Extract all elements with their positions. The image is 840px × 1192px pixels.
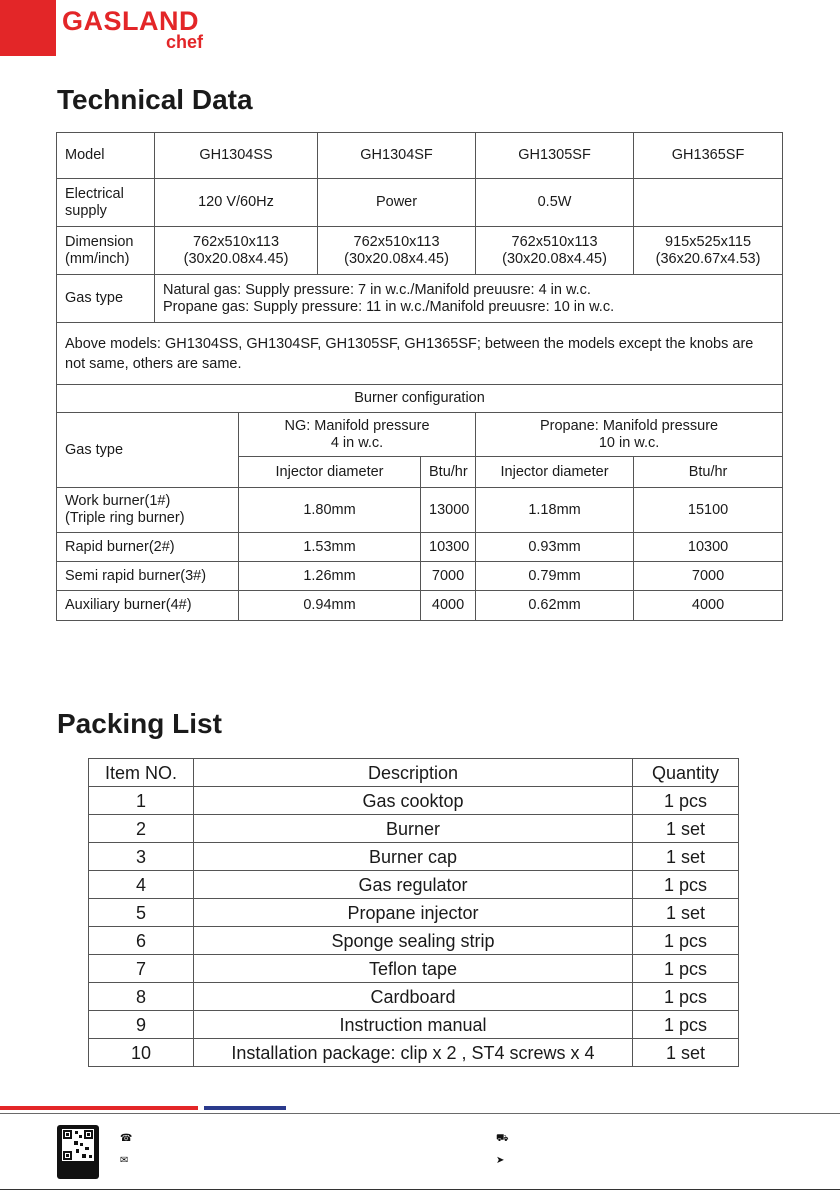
ng-injector: 1.26mm (239, 562, 421, 591)
model-label: Model (57, 133, 155, 179)
brand-logo (62, 6, 204, 52)
gas-type-row (57, 275, 783, 323)
page-bottom-edge (0, 1189, 840, 1190)
burner-row (57, 488, 783, 533)
natural-gas-spec: Natural gas: Supply pressure: 7 in w.c./Manifold preuusre: 4 in w.c. (163, 281, 591, 298)
brand-name: GASLAND (62, 6, 199, 36)
dimension-inch: (36x20.67x4.53) (655, 250, 761, 267)
packing-list-table (88, 758, 739, 1067)
electrical-label: Electrical supply (57, 179, 155, 227)
dimension-cell (634, 227, 783, 275)
packing-row (89, 1039, 739, 1067)
burner-name: Semi rapid burner(3#) (57, 562, 239, 591)
burner-name: Rapid burner(2#) (57, 533, 239, 562)
ng-btu: 10300 (421, 533, 476, 562)
item-quantity: 1 pcs (633, 1011, 739, 1039)
dimension-inch: (30x20.08x4.45) (183, 250, 289, 267)
propane-btu: 10300 (634, 533, 783, 562)
burner-name: Auxiliary burner(4#) (57, 591, 239, 621)
description-header: Description (194, 759, 633, 787)
packing-row (89, 955, 739, 983)
dimension-mm: 762x510x113 (353, 233, 440, 250)
item-description: Cardboard (194, 983, 633, 1011)
technical-data-table (56, 132, 783, 621)
qr-code-icon (57, 1125, 99, 1179)
item-quantity: 1 pcs (633, 787, 739, 815)
dimension-mm: 915x525x115 (665, 233, 752, 250)
propane-gas-spec: Propane gas: Supply pressure: 11 in w.c./Manifold preuusre: 10 in w.c. (163, 298, 615, 315)
pressure-header-row (57, 413, 783, 457)
model-cell: GH1304SS (155, 133, 318, 179)
item-no: 8 (89, 983, 194, 1011)
dimension-cell (476, 227, 634, 275)
propane-header-line1: Propane: Manifold pressure (539, 417, 719, 434)
item-no: 3 (89, 843, 194, 871)
dimension-mm: 762x510x113 (193, 233, 280, 250)
item-no: 6 (89, 927, 194, 955)
item-quantity: 1 set (633, 843, 739, 871)
ng-btu: 7000 (421, 562, 476, 591)
dimension-cell (155, 227, 318, 275)
location-icon: ➤ (496, 1155, 505, 1166)
electrical-cell: Power (318, 179, 476, 227)
packing-list-title: Packing List (57, 708, 222, 739)
model-cell: GH1305SF (476, 133, 634, 179)
packing-row (89, 899, 739, 927)
burner-row (57, 591, 783, 621)
item-quantity: 1 pcs (633, 927, 739, 955)
item-description: Installation package: clip x 2 , ST4 screws x 4 (194, 1039, 633, 1067)
item-no: 7 (89, 955, 194, 983)
propane-injector: 0.79mm (476, 562, 634, 591)
dimension-inch: (30x20.08x4.45) (502, 250, 607, 267)
propane-injector: 1.18mm (476, 488, 634, 533)
dimension-inch: (30x20.08x4.45) (344, 250, 449, 267)
cart-icon: ⛟ (496, 1133, 509, 1144)
ng-injector: 1.53mm (239, 533, 421, 562)
propane-header-line2: 10 in w.c. (598, 434, 660, 451)
item-description: Sponge sealing strip (194, 927, 633, 955)
burner-row (57, 562, 783, 591)
item-quantity: 1 set (633, 1039, 739, 1067)
item-no: 9 (89, 1011, 194, 1039)
packing-row (89, 815, 739, 843)
model-cell: GH1365SF (634, 133, 783, 179)
burner-name-line2: (Triple ring burner) (65, 510, 185, 526)
packing-row (89, 843, 739, 871)
model-row (57, 133, 783, 179)
footer-accent-red (0, 1106, 198, 1110)
corner-accent (0, 0, 56, 56)
phone-icon: ☎ (120, 1133, 133, 1144)
item-description: Burner (194, 815, 633, 843)
ng-btu: 4000 (421, 591, 476, 621)
burner-name-line1: Work burner(1#) (65, 493, 171, 509)
dimension-row (57, 227, 783, 275)
burner-config-label: Burner configuration (57, 385, 783, 413)
propane-injector: 0.93mm (476, 533, 634, 562)
item-no: 5 (89, 899, 194, 927)
item-quantity: 1 pcs (633, 955, 739, 983)
dimension-label: Dimension (mm/inch) (57, 227, 155, 275)
footer-accent-blue (204, 1106, 286, 1110)
qr-pattern (62, 1129, 94, 1161)
propane-pressure-header (476, 413, 783, 457)
gas-type-cell (155, 275, 783, 323)
burner-name (57, 488, 239, 533)
brand-subname: chef (166, 32, 204, 52)
item-quantity: 1 pcs (633, 983, 739, 1011)
item-no: 10 (89, 1039, 194, 1067)
item-no-header: Item NO. (89, 759, 194, 787)
ng-header-line2: 4 in w.c. (330, 434, 384, 451)
injector-header: Injector diameter (239, 457, 421, 488)
packing-row (89, 983, 739, 1011)
ng-injector: 0.94mm (239, 591, 421, 621)
burner-config-row (57, 385, 783, 413)
gas-type-label: Gas type (57, 275, 155, 323)
burner-gas-type-label: Gas type (57, 413, 239, 488)
item-no: 4 (89, 871, 194, 899)
electrical-cell: 120 V/60Hz (155, 179, 318, 227)
item-description: Instruction manual (194, 1011, 633, 1039)
packing-row (89, 871, 739, 899)
item-description: Gas regulator (194, 871, 633, 899)
propane-btu: 4000 (634, 591, 783, 621)
electrical-row (57, 179, 783, 227)
mail-icon: ✉ (120, 1155, 129, 1166)
footer-divider (0, 1113, 840, 1114)
item-description: Gas cooktop (194, 787, 633, 815)
item-quantity: 1 set (633, 899, 739, 927)
models-note: Above models: GH1304SS, GH1304SF, GH1305SF, GH1365SF; between the models except the knobs are not same, others are same. (57, 323, 783, 385)
item-no: 2 (89, 815, 194, 843)
electrical-cell: 0.5W (476, 179, 634, 227)
ng-btu: 13000 (421, 488, 476, 533)
item-quantity: 1 set (633, 815, 739, 843)
item-description: Burner cap (194, 843, 633, 871)
propane-injector: 0.62mm (476, 591, 634, 621)
dimension-mm: 762x510x113 (511, 233, 598, 250)
propane-btu: 15100 (634, 488, 783, 533)
ng-pressure-header (239, 413, 476, 457)
item-no: 1 (89, 787, 194, 815)
burner-row (57, 533, 783, 562)
electrical-cell (634, 179, 783, 227)
note-row (57, 323, 783, 385)
packing-row (89, 927, 739, 955)
packing-header-row (89, 759, 739, 787)
packing-row (89, 1011, 739, 1039)
btu-header: Btu/hr (421, 457, 476, 488)
item-quantity: 1 pcs (633, 871, 739, 899)
ng-header-line1: NG: Manifold pressure (284, 417, 430, 434)
packing-row (89, 787, 739, 815)
item-description: Teflon tape (194, 955, 633, 983)
dimension-cell (318, 227, 476, 275)
propane-btu: 7000 (634, 562, 783, 591)
btu-header: Btu/hr (634, 457, 783, 488)
model-cell: GH1304SF (318, 133, 476, 179)
quantity-header: Quantity (633, 759, 739, 787)
ng-injector: 1.80mm (239, 488, 421, 533)
injector-header: Injector diameter (476, 457, 634, 488)
item-description: Propane injector (194, 899, 633, 927)
technical-data-title: Technical Data (57, 84, 253, 115)
